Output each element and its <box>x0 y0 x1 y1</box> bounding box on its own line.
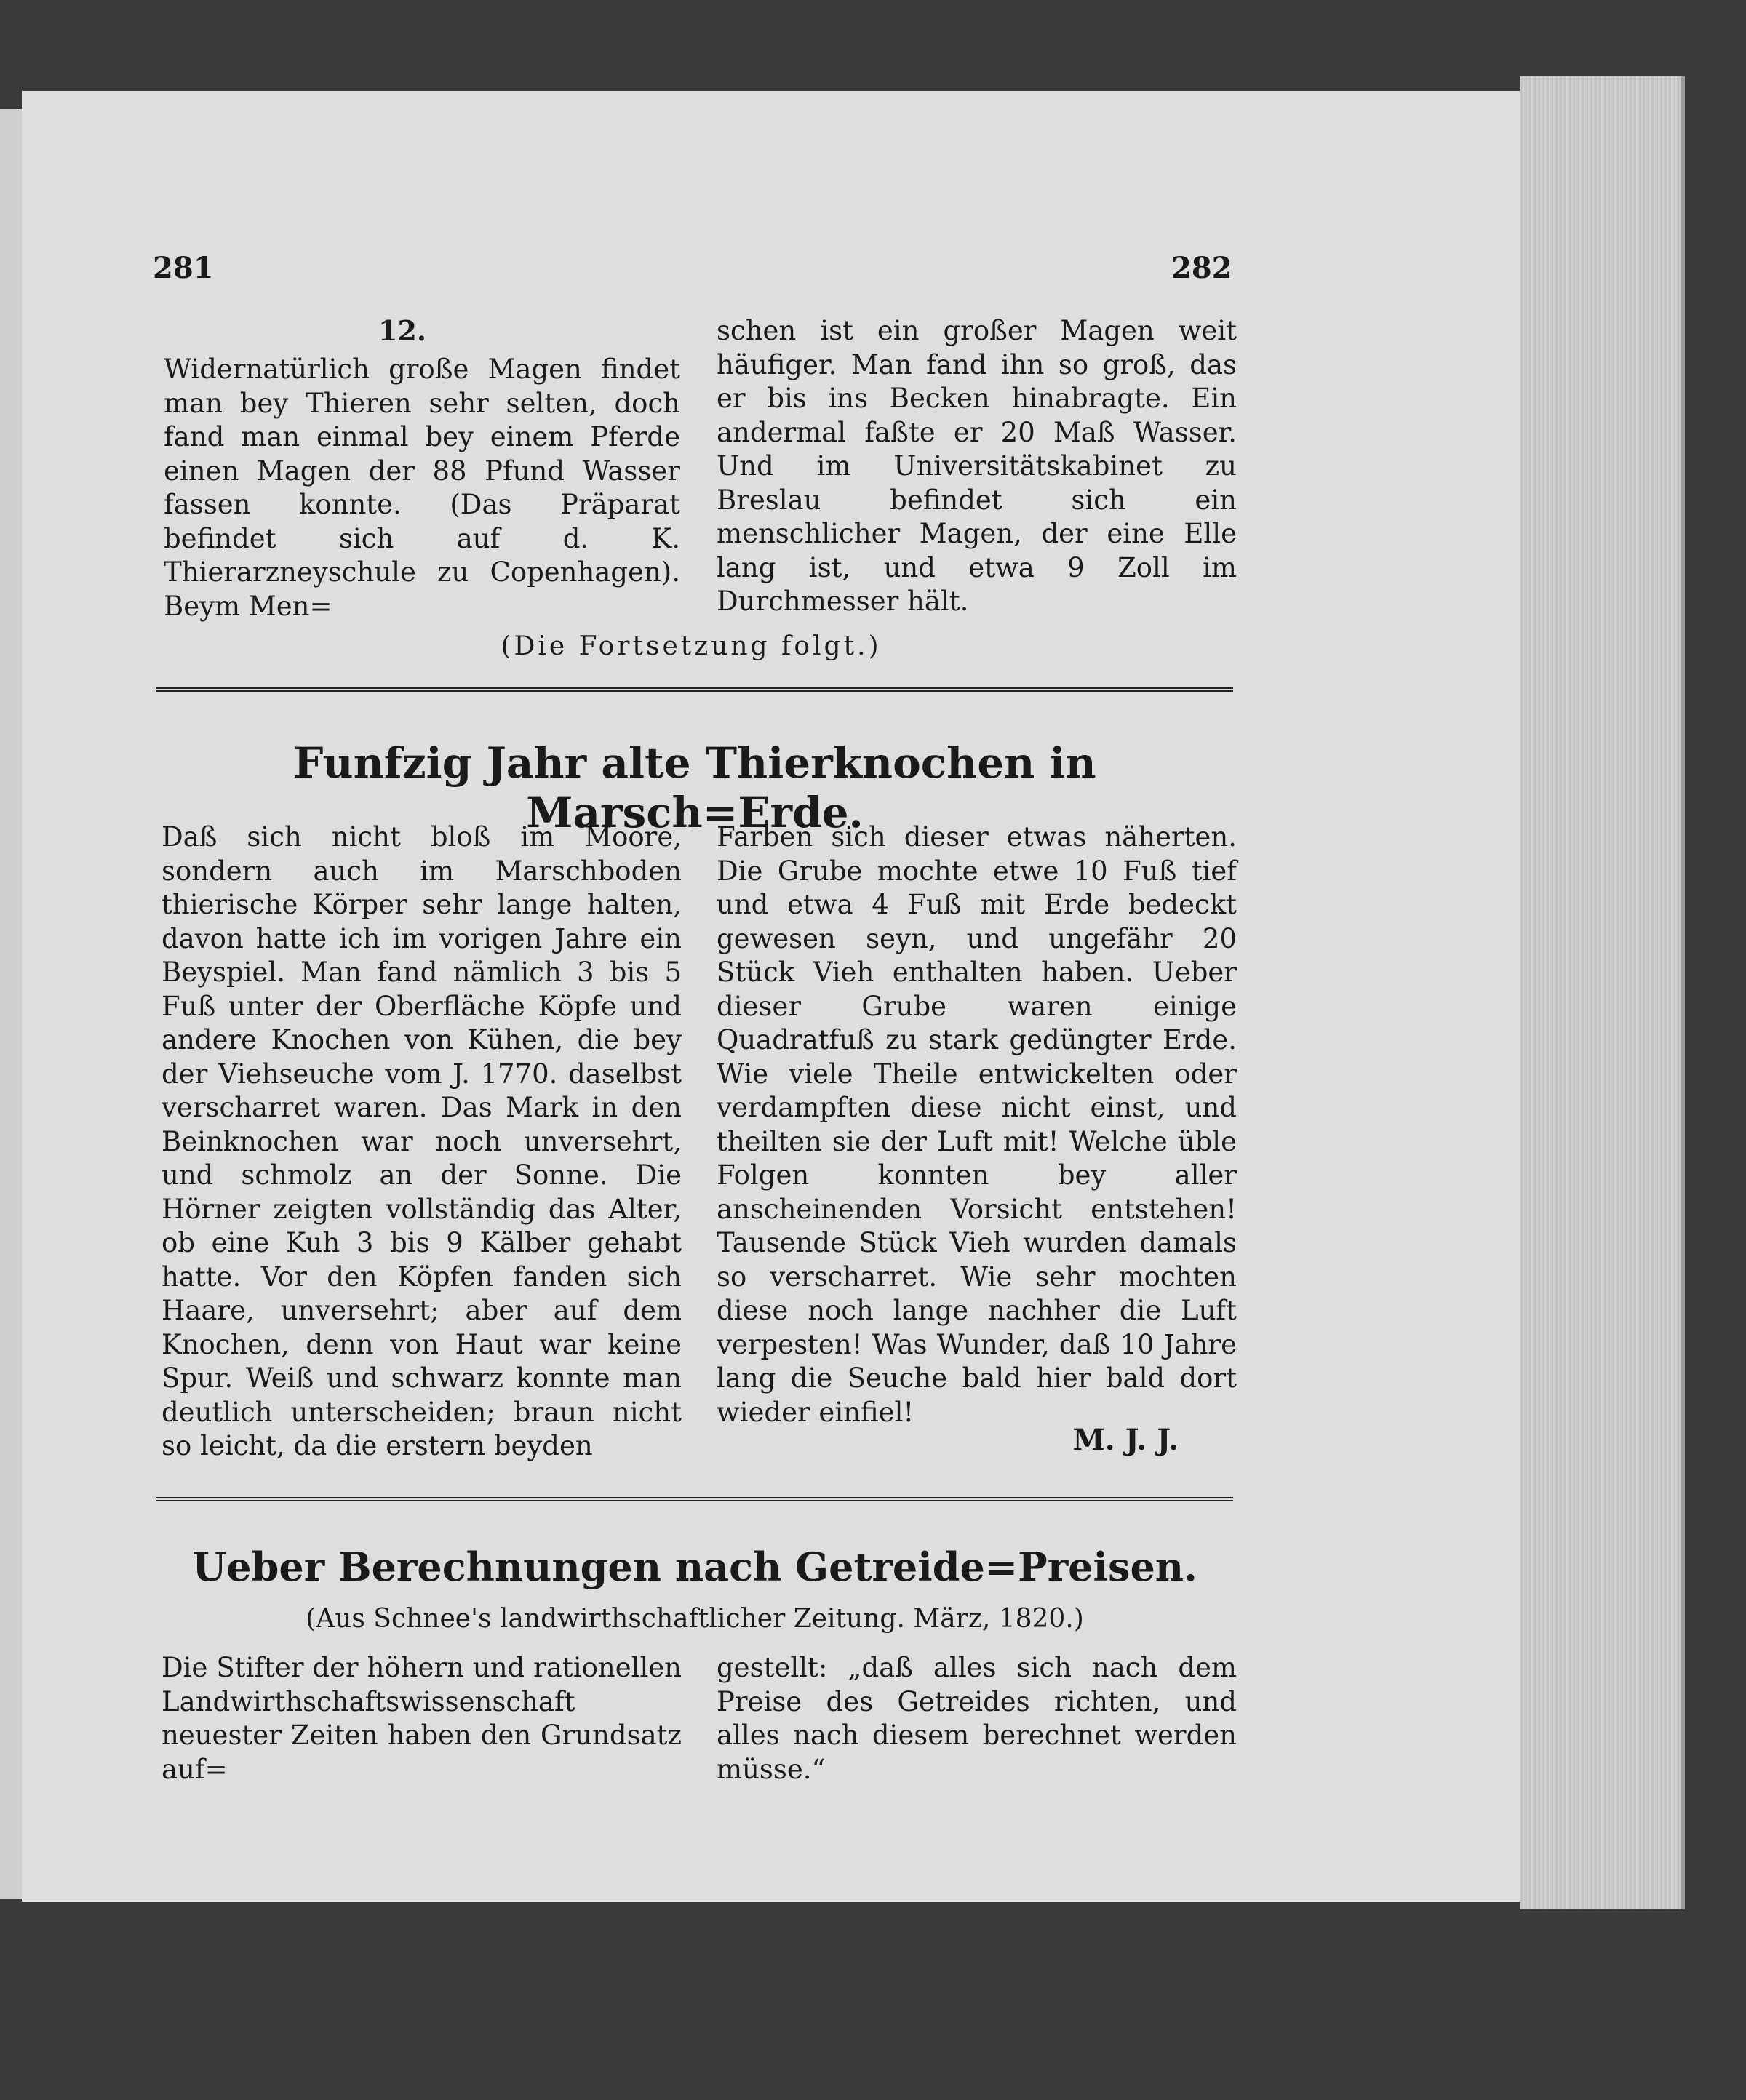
left-page-edge <box>0 109 22 1899</box>
article2-right-column <box>717 821 1237 1429</box>
article3-left-column <box>162 1651 682 1786</box>
article1-right-column <box>717 314 1237 619</box>
article-number: 12. <box>378 314 427 347</box>
article1-left-column <box>164 353 680 623</box>
continuation-note: (Die Fortsetzung folgt.) <box>501 631 882 661</box>
article2-left-column <box>162 821 682 1464</box>
page-number-right: 282 <box>1171 251 1232 285</box>
article2-left-text: Daß sich nicht bloß im Moore, sondern auch im Marschboden thierische Körper sehr lange halten, davon hatte ich im vorigen Jahre ein Beyspiel. Man fand nämlich 3 bis 5 Fuß unter der Oberfläche Köpfe und andere Knochen von Kühen, die bey der Viehseuche vom J. 1770. daselbst verscharret waren. Das Mark in den Beinknochen war noch unversehrt, und schmolz an der Sonne. Die Hörner zeigten vollständig das Alter, ob eine Kuh 3 bis 9 Kälber gehabt hatte. Vor den Köpfen fanden sich Haare, unversehrt; aber auf dem Knochen, denn von Haut war keine Spur. Weiß und schwarz konnte man deutlich unterscheiden; braun nicht so leicht, da die erstern beyden <box>162 821 682 1461</box>
section-divider <box>156 687 1233 692</box>
page-edges <box>1520 76 1685 1909</box>
article3-source: (Aus Schnee's landwirthschaftlicher Zeitung. März, 1820.) <box>306 1604 1084 1634</box>
article3-right-text: gestellt: „daß alles sich nach dem Preise des Getreides richten, und alles nach diesem berechnet werden müsse.“ <box>717 1652 1237 1785</box>
section-divider <box>156 1497 1233 1501</box>
article2-title: Funfzig Jahr alte Thierknochen in Marsch=Erde. <box>293 738 1096 837</box>
article3-left-text: Die Stifter der höhern und rationellen Landwirthschaftswissenschaft neuester Zeiten haben den Grundsatz auf= <box>162 1652 682 1785</box>
article1-left-text: Widernatürlich große Magen findet man bey Thieren sehr selten, doch fand man einmal bey einem Pferde einen Magen der 88 Pfund Wasser fassen konnte. (Das Präparat befindet sich auf d. K. Thierarzneyschule zu Copenhagen). Beym Men= <box>164 354 680 622</box>
page-number-left: 281 <box>153 251 214 285</box>
article3-right-column <box>717 1651 1237 1786</box>
article1-right-text: schen ist ein großer Magen weit häufiger. Man fand ihn so groß, das er bis ins Becken hinabragte. Ein andermal faßte er 20 Maß Wasser. Und im Universitätskabinet zu Breslau befindet sich ein menschlicher Magen, der eine Elle lang ist, und etwa 9 Zoll im Durchmesser hält. <box>717 315 1237 617</box>
article3-title: Ueber Berechnungen nach Getreide=Preisen. <box>192 1544 1197 1590</box>
article2-signature: M. J. J. <box>1072 1423 1179 1457</box>
article2-right-text: Farben sich dieser etwas näherten. Die Grube mochte etwe 10 Fuß tief und etwa 4 Fuß mit Erde bedeckt gewesen seyn, und ungefähr 20 Stück Vieh enthalten haben. Ueber dieser Grube waren einige Quadratfuß zu stark gedüngter Erde. Wie viele Theile entwickelten oder verdampften diese nicht einst, und theilten sie der Luft mit! Welche üble Folgen konnten bey aller anscheinenden Vorsicht entstehen! Tausende Stück Vieh wurden damals so verscharret. Wie sehr mochten diese noch lange nachher die Luft verpesten! Was Wunder, daß 10 Jahre lang die Seuche bald hier bald dort wieder einfiel! <box>717 821 1237 1428</box>
